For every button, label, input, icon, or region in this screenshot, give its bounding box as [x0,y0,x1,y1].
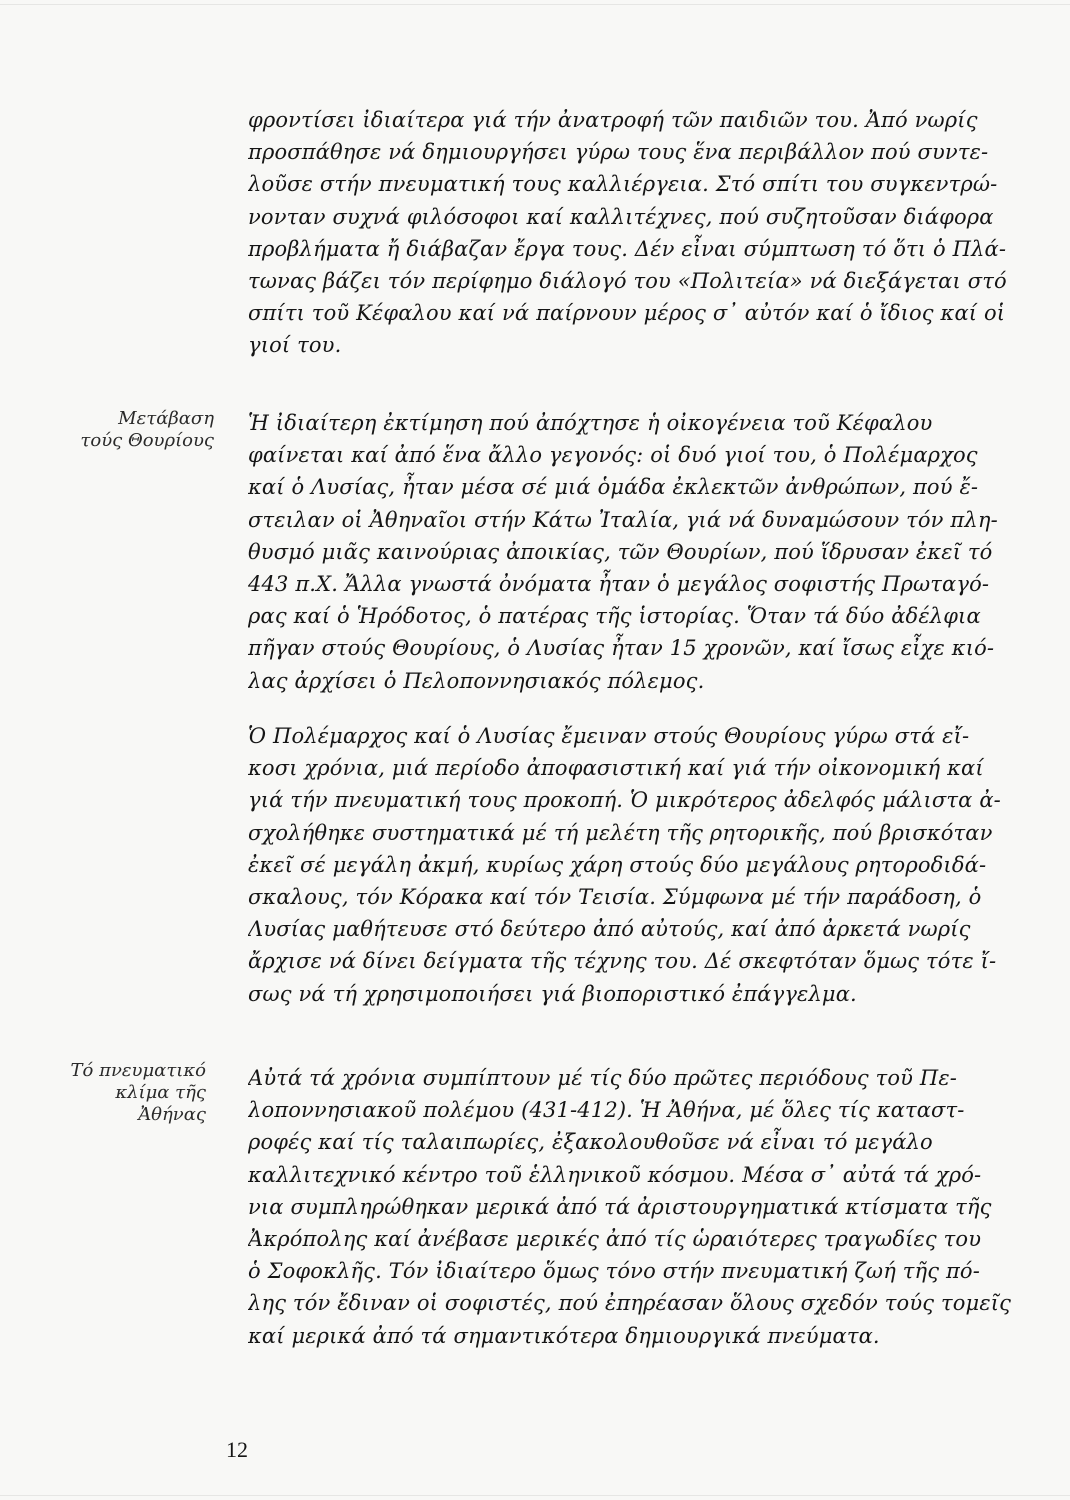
margin-note-line: Μετάβαση [118,408,214,429]
paragraph-line: πῆγαν στούς Θουρίους, ὁ Λυσίας ἦταν 15 χρονῶν, καί ἴσως εἶχε κιό- [248,636,995,661]
paragraph-line: φαίνεται καί ἀπό ἕνα ἄλλο γεγονός: οἱ δυό γιοί του, ὁ Πολέμαρχος [248,443,978,468]
paragraph-line: φροντίσει ἰδιαίτερα γιά τήν ἀνατροφή τῶν παιδιῶν του. Ἀπό νωρίς [248,108,978,132]
paragraph-4 [248,1062,1028,1352]
paragraph-line: γιοί του. [248,333,342,358]
paragraph-2 [248,407,1028,697]
paragraph-line: ροφές καί τίς ταλαιπωρίες, ἐξακολουθοῦσε νά εἶναι τό μεγάλο [248,1130,933,1155]
paragraph-line: ρας καί ὁ Ἡρόδοτος, ὁ πατέρας τῆς ἱστορίας. Ὅταν τά δύο ἀδέλφια [248,604,981,629]
paragraph-line: στειλαν οἱ Ἀθηναῖοι στήν Κάτω Ἰταλία, γιά νά δυναμώσουν τόν πλη- [248,507,998,532]
paragraph-line: λης τόν ἔδιναν οἱ σοφιστές, πού ἐπηρέασαν ὅλους σχεδόν τούς τομεῖς [248,1291,1012,1316]
paragraph-line: ἐκεῖ σέ μεγάλη ἀκμή, κυρίως χάρη στούς δύο μεγάλους ρητοροδιδά- [248,852,987,877]
paragraph-line: ἄρχισε νά δίνει δείγματα τῆς τέχνης του. Δέ σκεφτόταν ὅμως τότε ἴ- [248,949,997,974]
paragraph-line: Ὁ Πολέμαρχος καί ὁ Λυσίας ἔμειναν στούς Θουρίους γύρω στά εἴ- [248,724,970,748]
paragraph-line: καλλιτεχνικό κέντρο τοῦ ἑλληνικοῦ κόσμου. Μέσα σ᾽ αὐτά τά χρό- [248,1162,982,1187]
paragraph-line: τωνας βάζει τόν περίφημο διάλογό του «Πολιτεία» νά διεξάγεται στό [248,269,1007,294]
margin-note-athens [56,1060,206,1126]
paragraph-line: σως νά τή χρησιμοποιήσει γιά βιοποριστικό ἐπάγγελμα. [248,981,857,1006]
paragraph-1 [248,104,1028,362]
paragraph-line: σπίτι τοῦ Κέφαλου καί νά παίρνουν μέρος σ᾽ αὐτόν καί ὁ ἴδιος καί οἱ [248,301,1006,326]
paragraph-line: λοῦσε στήν πνευματική τους καλλιέργεια. Στό σπίτι του συγκεντρώ- [248,172,998,197]
paragraph-line: ὁ Σοφοκλῆς. Τόν ἰδιαίτερο ὅμως τόνο στήν πνευματική ζωή τῆς πό- [248,1259,980,1284]
scan-edge-line [0,4,1070,5]
margin-note-line: τούς Θουρίους [80,430,214,451]
page-number: 12 [226,1437,248,1462]
paragraph-line: νονταν συχνά φιλόσοφοι καί καλλιτέχνες, πού συζητοῦσαν διάφορα [248,204,994,229]
paragraph-line: Λυσίας μαθήτευσε στό δεύτερο ἀπό αὐτούς, καί ἀπό ἀρκετά νωρίς [248,917,971,942]
paragraph-line: Ἡ ἰδιαίτερη ἐκτίμηση πού ἀπόχτησε ἡ οἰκογένεια τοῦ Κέφαλου [248,411,933,435]
paragraph-line: 443 π.Χ. Ἄλλα γνωστά ὀνόματα ἦταν ὁ μεγάλος σοφιστής Πρωταγό- [248,572,990,597]
scan-edge-line [0,1495,1070,1496]
paragraph-3 [248,720,1028,1010]
paragraph-line: σκαλους, τόν Κόρακα καί τόν Τεισία. Σύμφωνα μέ τήν παράδοση, ὁ [248,885,982,910]
paragraph-line: προσπάθησε νά δημιουργήσει γύρω τους ἕνα περιβάλλον πού συντε- [248,140,989,165]
paragraph-line: Ἀκρόπολης καί ἀνέβασε μερικές ἀπό τίς ὡραιότερες τραγωδίες του [248,1227,982,1252]
paragraph-line: προβλήματα ἤ διάβαζαν ἔργα τους. Δέν εἶναι σύμπτωση τό ὅτι ὁ Πλά- [248,236,1007,261]
paragraph-line: καί ὁ Λυσίας, ἦταν μέσα σέ μιά ὁμάδα ἐκλεκτῶν ἀνθρώπων, πού ἔ- [248,475,979,500]
paragraph-line: νια συμπληρώθηκαν μερικά ἀπό τά ἀριστουργηματικά κτίσματα τῆς [248,1194,992,1219]
paragraph-line: σχολήθηκε συστηματικά μέ τή μελέτη τῆς ρητορικῆς, πού βρισκόταν [248,820,993,845]
paragraph-line: καί μερικά ἀπό τά σημαντικότερα δημιουργικά πνεύματα. [248,1323,880,1348]
margin-note-line: Ἀθήνας [138,1104,206,1125]
paragraph-line: θυσμό μιᾶς καινούριας ἀποικίας, τῶν Θουρίων, πού ἵδρυσαν ἐκεῖ τό [248,539,993,564]
paragraph-line: γιά τήν πνευματική τους προκοπή. Ὁ μικρότερος ἀδελφός μάλιστα ἀ- [248,788,1001,813]
margin-note-line: Τό πνευματικό [70,1060,206,1081]
paragraph-line: Αὐτά τά χρόνια συμπίπτουν μέ τίς δύο πρῶτες περιόδους τοῦ Πε- [248,1066,958,1090]
paragraph-line: λοποννησιακοῦ πολέμου (431-412). Ἡ Ἀθήνα, μέ ὅλες τίς καταστ- [248,1098,965,1123]
paragraph-line: λας ἀρχίσει ὁ Πελοποννησιακός πόλεμος. [248,668,705,693]
margin-note-transition [64,408,214,452]
margin-note-line: κλίμα τῆς [115,1082,206,1103]
paragraph-line: κοσι χρόνια, μιά περίοδο ἀποφασιστική καί γιά τήν οἰκονομική καί [248,756,984,781]
